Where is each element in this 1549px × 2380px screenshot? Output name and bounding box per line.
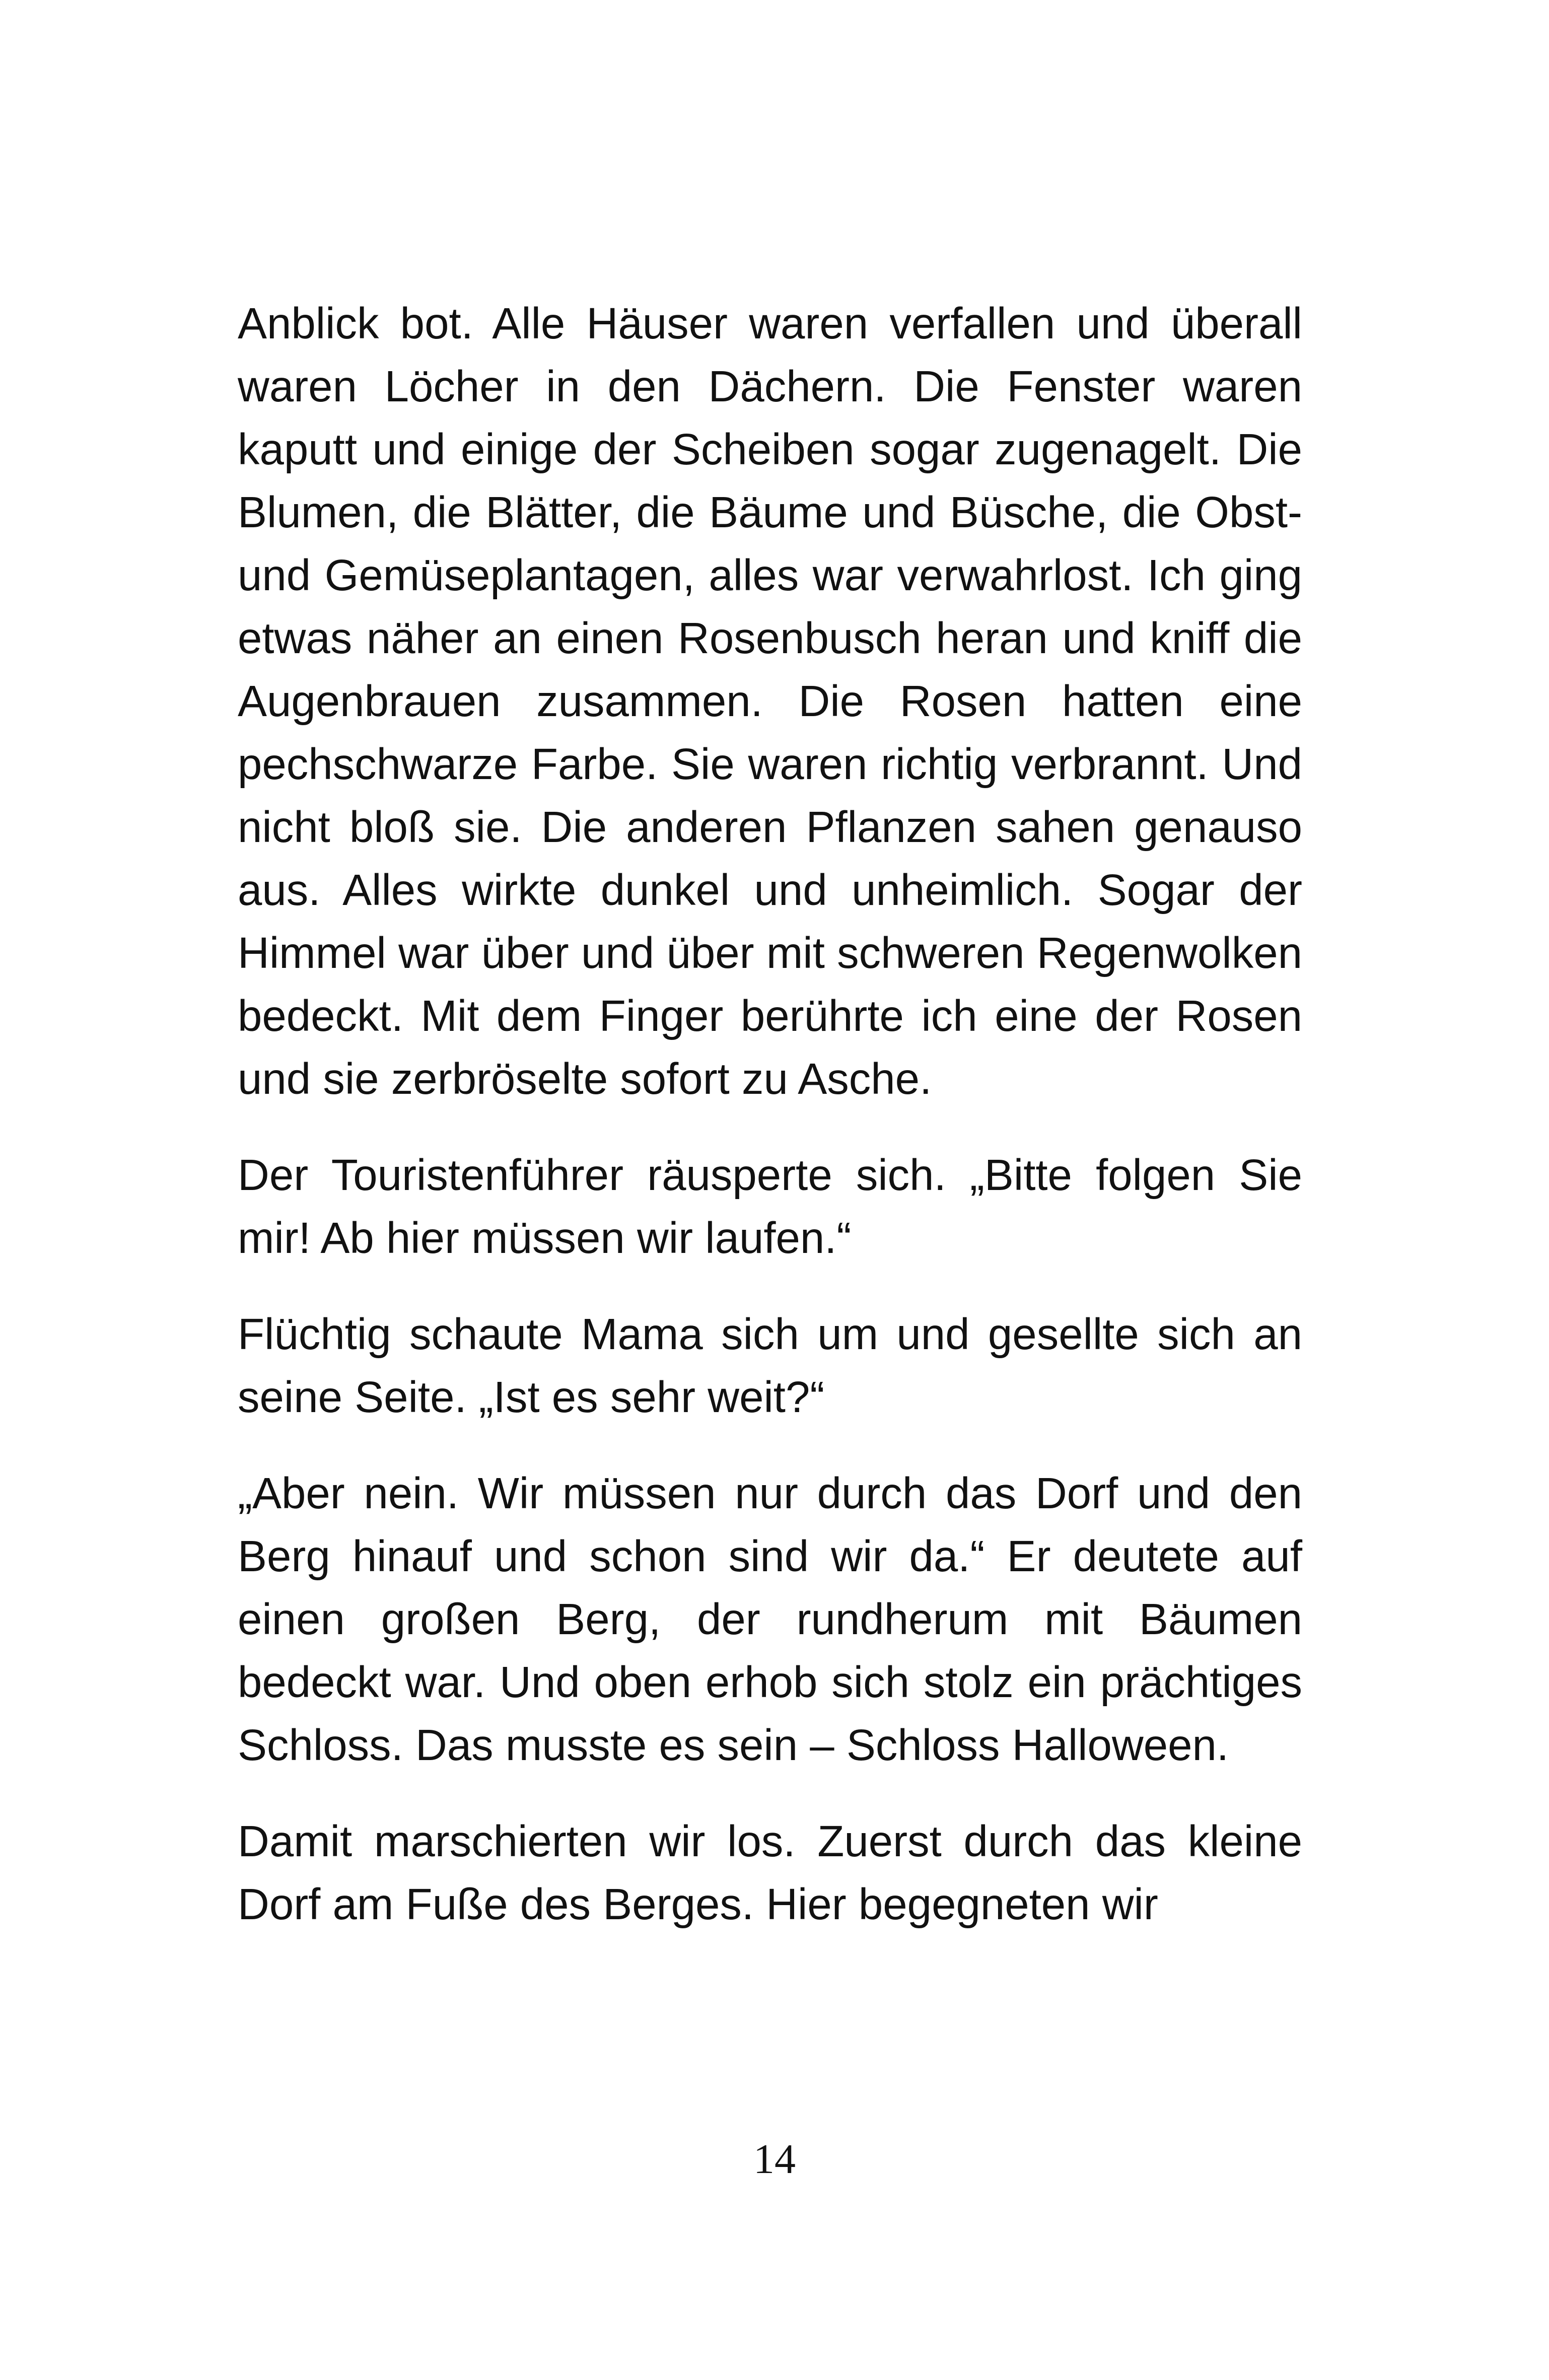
paragraph: Der Touristenführer räusperte sich. „Bitte folgen Sie mir! Ab hier müssen wir laufen.“ [238, 1151, 1302, 1263]
paragraph: Damit marschierten wir los. Zuerst durch das kleine Dorf am Fuße des Berges. Hier begegneten wir [238, 1817, 1302, 1929]
paragraph: Flüchtig schaute Mama sich um und gesellte sich an seine Seite. „Ist es sehr weit?“ [238, 1310, 1302, 1422]
page-number: 14 [753, 2136, 796, 2183]
paragraph: Anblick bot. Alle Häuser waren verfallen und überall waren Löcher in den Dächern. Die Fenster waren kaputt und einige der Scheiben sogar zugenagelt. Die Blumen, die Blätter, die Bäume und Büsche, die Obst- und Gemüseplantagen, alles war verwahrlost. Ich ging etwas näher an einen Rosenbusch heran und kniff die Augenbrauen zusammen. Die Rosen hatten eine pechschwarze Farbe. Sie waren richtig verbrannt. Und nicht bloß sie. Die anderen Pflanzen sahen genauso aus. Alles wirkte dunkel und unheimlich. Sogar der Himmel war über und über mit schweren Regenwolken bedeckt. Mit dem Finger berührte ich eine der Rosen und sie zerbröselte sofort zu Asche. [238, 299, 1302, 1103]
body-text [238, 292, 1302, 1969]
paragraph: „Aber nein. Wir müssen nur durch das Dorf und den Berg hinauf und schon sind wir da.“ Er deutete auf einen großen Berg, der rundherum mit Bäumen bedeckt war. Und oben erhob sich stolz ein prächtiges Schloss. Das musste es sein – Schloss Halloween. [238, 1469, 1302, 1770]
